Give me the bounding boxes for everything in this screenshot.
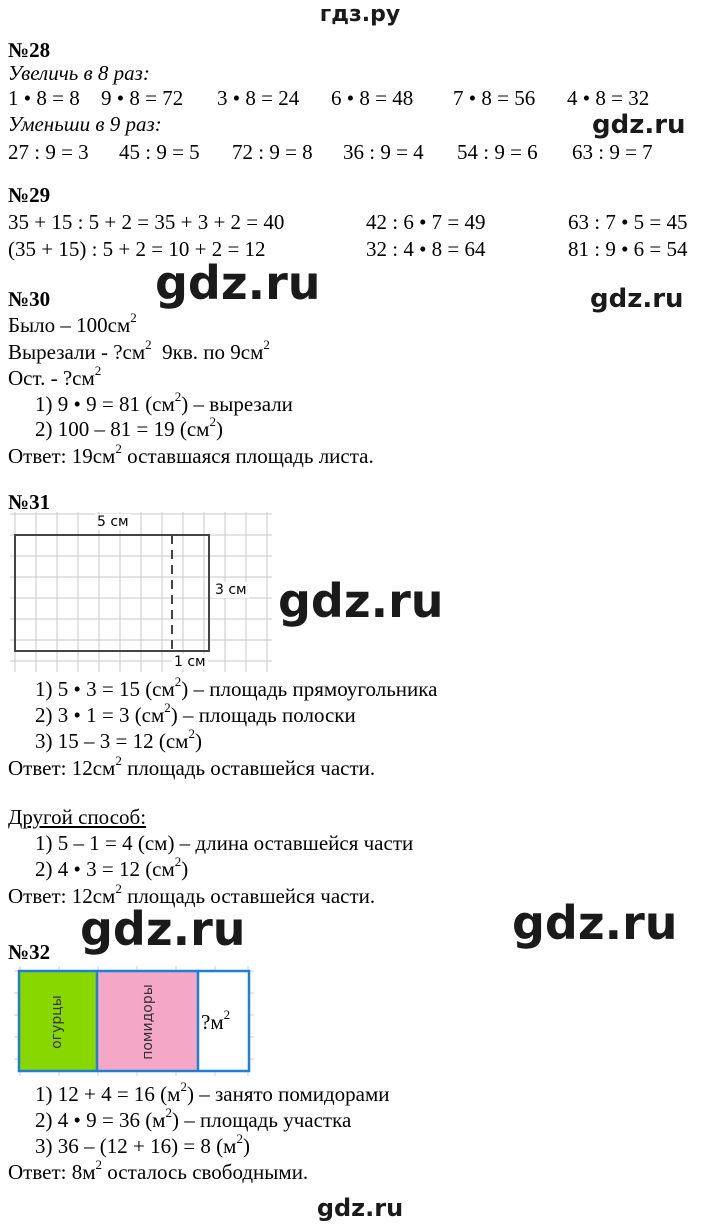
equation: 45 : 9 = 5 [119, 140, 200, 164]
solution-step: 1) 9 • 9 = 81 $(см^2)$ – вырезали [35, 389, 293, 416]
solution-step: 1) 5 – 1 = 4 (см) – длина оставшейся части [35, 831, 414, 855]
equation: 9 • 8 = 72 [101, 86, 184, 110]
equation: 27 : 9 = 3 [8, 140, 89, 164]
plot-tomatoes-label: помидоры [140, 984, 156, 1060]
given-rest: Ост. - $?см^2$ [8, 363, 102, 390]
watermark: gdz.ru [278, 574, 444, 628]
answer: Ответ: $19см^2$ оставшаяся площадь листа. [8, 441, 374, 468]
plot-free-label: $?м^2$ [201, 1007, 231, 1034]
given-was: Было – $100см^2$ [8, 310, 137, 337]
equation: 32 : 4 • 8 = 64 [366, 237, 486, 261]
watermark: gdz.ru [512, 896, 678, 950]
watermark: gdz.ru [155, 256, 321, 310]
equation: 42 : 6 • 7 = 49 [366, 210, 486, 234]
alt-method-title: Другой способ: [8, 805, 147, 829]
label-right: 3 см [215, 582, 247, 598]
solution-step: 2) 4 • 3 = 12 $(см^2)$ [35, 854, 189, 881]
watermark: gdz.ru [592, 110, 686, 140]
task-28-decrease-label: Уменьши в 9 раз: [8, 112, 162, 136]
solution-step: 3) 36 – (12 + 16) = 8 $(м^2)$ [35, 1131, 250, 1158]
label-top: 5 см [97, 514, 129, 530]
task-29-title: №29 [8, 183, 51, 207]
equation: 36 : 9 = 4 [343, 140, 424, 164]
answer: Ответ: $12см^2$ площадь оставшейся части. [8, 881, 376, 908]
watermark: gdz.ru [80, 902, 246, 956]
plot-cucumbers-label: огурцы [49, 995, 65, 1049]
equation: 4 • 8 = 32 [567, 86, 650, 110]
equation: 1 • 8 = 8 [8, 86, 80, 110]
solution-step: 2) 3 • 1 = 3 $(см^2)$ – площадь полоски [35, 700, 356, 727]
equation: 3 • 8 = 24 [217, 86, 300, 110]
solution-step: 1) 12 + 4 = 16 $(м^2)$ – занято помидорами [35, 1079, 390, 1106]
equation: 35 + 15 : 5 + 2 = 35 + 3 + 2 = 40 [8, 210, 285, 234]
footer-watermark: gdz.ru [316, 1194, 404, 1222]
answer: Ответ: $12см^2$ площадь оставшейся части. [8, 753, 376, 780]
task-32-title: №32 [8, 940, 51, 964]
solution-step: 2) 4 • 9 = 36 $(м^2)$ – площадь участка [35, 1105, 352, 1132]
task-28-title: №28 [8, 38, 51, 62]
equation: 6 • 8 = 48 [331, 86, 414, 110]
equation: 72 : 9 = 8 [232, 140, 313, 164]
solution-step: 2) 100 – 81 = 19 $(см^2)$ [35, 414, 223, 441]
rectangle [15, 535, 209, 651]
label-bottom: 1 см [174, 654, 206, 670]
solution-step: 1) 5 • 3 = 15 $(см^2)$ – площадь прямоугольника [35, 674, 438, 701]
equation: (35 + 15) : 5 + 2 = 10 + 2 = 12 [8, 237, 266, 261]
task-28-increase-label: Увеличь в 8 раз: [8, 61, 150, 85]
equation: 63 : 7 • 5 = 45 [568, 210, 688, 234]
equation: 7 • 8 = 56 [453, 86, 536, 110]
watermark: gdz.ru [590, 284, 684, 314]
equation: 54 : 9 = 6 [457, 140, 538, 164]
equation: 81 : 9 • 6 = 54 [568, 237, 688, 261]
site-header: гдз.ру [319, 2, 401, 27]
equation: 63 : 9 = 7 [572, 140, 653, 164]
task-30-title: №30 [8, 287, 51, 311]
task-31-title: №31 [8, 490, 51, 514]
solution-step: 3) 15 – 3 = 12 $(см^2)$ [35, 726, 202, 753]
given-cut: Вырезали - $?см^2$ 9кв. по $9см^2$ [8, 337, 270, 364]
answer: Ответ: $8м^2$ осталось свободными. [8, 1157, 309, 1184]
